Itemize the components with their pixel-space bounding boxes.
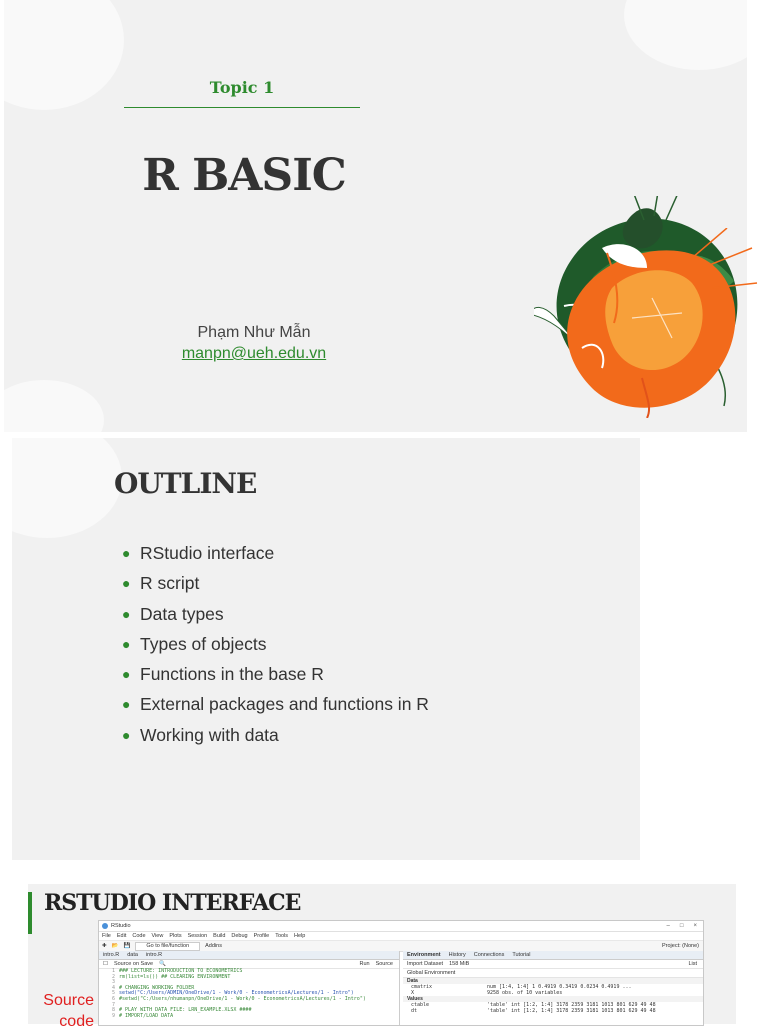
code-text: ### LECTURE: INTRODUCTION TO ECONOMETRICS <box>119 968 243 974</box>
menu-debug[interactable]: Debug <box>231 933 248 939</box>
code-text: #setwd("C:/Users/nhumanpn/OneDrive/1 - Work/0 - EconometricsA/Lectures/1 - Intro") <box>119 995 366 1002</box>
menu-file[interactable]: File <box>102 933 111 939</box>
menu-help[interactable]: Help <box>294 933 306 939</box>
menu-session[interactable]: Session <box>187 933 208 939</box>
code-text: setwd("C:/Users/ADMIN/OneDrive/1 - Work/0 - EconometricsA/Lectures/1 - Intro") <box>119 990 354 997</box>
env-object-value: num [1:4, 1:4] 1 0.4919 0.3419 0.0234 0.4919 ... <box>487 984 632 990</box>
tab-tutorial[interactable]: Tutorial <box>512 952 531 958</box>
outline-item-text: Types of objects <box>140 633 267 654</box>
line-number: 6 <box>111 995 115 1002</box>
line-number: 3 <box>111 979 115 986</box>
menu-tools[interactable]: Tools <box>275 933 289 939</box>
bullet-icon: ● <box>122 605 131 622</box>
menu-plots[interactable]: Plots <box>169 933 182 939</box>
env-toolbar <box>403 960 703 969</box>
env-scope-bar <box>403 969 703 978</box>
env-object-value: 9258 obs. of 10 variables <box>487 990 563 996</box>
env-object-value: 'table' int [1:2, 1:4] 3178 2359 3181 1013 801 629 49 48 <box>487 1008 656 1014</box>
slide-title: RSTUDIO INTERFACE <box>44 890 301 916</box>
list-view-menu[interactable]: List <box>688 961 697 967</box>
editor-tab[interactable]: intro.R <box>145 952 163 958</box>
env-object-value: 'table' int [1:2, 1:4] 3178 2359 3181 1013 801 629 49 48 <box>487 1002 656 1008</box>
outline-item <box>122 601 429 631</box>
code-line[interactable] <box>101 997 399 1003</box>
env-object-name: ctable <box>411 1002 430 1008</box>
outline-list <box>122 540 429 752</box>
author-name: Phạm Như Mẫn <box>197 324 311 341</box>
tab-history[interactable]: History <box>448 952 466 958</box>
menu-build[interactable]: Build <box>213 933 226 939</box>
menu-edit[interactable]: Edit <box>116 933 127 939</box>
outline-item-text: RStudio interface <box>140 543 275 563</box>
outline-item-text: Working with data <box>140 724 279 745</box>
source-code-callout <box>36 990 94 1032</box>
env-tabs <box>403 951 703 960</box>
window-title: RStudio <box>111 923 131 929</box>
tab-environment[interactable]: Environment <box>407 952 441 958</box>
env-data-list <box>403 984 703 996</box>
rstudio-titlebar <box>99 921 703 932</box>
env-object-name: X <box>411 990 415 996</box>
editor-tab[interactable]: intro.R <box>103 952 120 958</box>
code-text: # PLAY WITH DATA FILE: LRN_EXAMPLE.XLSX #### <box>119 1007 252 1014</box>
env-values-list <box>403 1002 703 1014</box>
env-section-values: Values <box>403 996 703 1002</box>
minimize-button[interactable]: – <box>666 923 670 929</box>
brush-splash <box>4 0 124 110</box>
code-text: # CHANGING WORKING FOLDER <box>119 984 195 991</box>
source-button[interactable]: Source <box>375 961 393 967</box>
bullet-icon: ● <box>122 575 131 592</box>
goto-file-input[interactable]: Go to file/function <box>135 942 200 951</box>
orange-foliage-illustration <box>552 228 762 418</box>
import-dataset-button[interactable]: Import Dataset <box>407 961 444 967</box>
environment-pane <box>403 951 703 1025</box>
env-object-row[interactable] <box>403 1008 703 1014</box>
close-button[interactable]: × <box>693 923 697 929</box>
source-on-save-checkbox[interactable]: ☐ <box>103 961 108 967</box>
outline-item-text: Data types <box>140 603 224 624</box>
addins-menu[interactable]: Addins <box>205 943 222 949</box>
source-editor-pane <box>99 951 400 1025</box>
accent-bar <box>28 892 32 934</box>
rstudio-screenshot <box>98 920 704 1026</box>
orange-shapes <box>567 228 757 418</box>
bullet-icon: ● <box>122 545 131 561</box>
topic-underline <box>124 107 360 108</box>
code-text: # IMPORT/LOAD DATA <box>119 1012 174 1019</box>
code-line[interactable] <box>101 1014 399 1020</box>
bullet-icon: ● <box>122 635 131 652</box>
rstudio-panes <box>99 951 703 1025</box>
callout-line: code <box>59 1013 94 1030</box>
line-number: 9 <box>111 1012 115 1019</box>
env-section-data: Data <box>403 978 703 984</box>
outline-item-text: External packages and functions in R <box>140 694 429 715</box>
new-file-icon[interactable]: ✚ <box>102 943 107 949</box>
editor-tabs <box>99 951 399 960</box>
run-button[interactable]: Run <box>359 961 370 967</box>
tab-connections[interactable]: Connections <box>473 952 505 958</box>
memory-usage: 158 MiB <box>449 961 470 967</box>
editor-tab[interactable]: data <box>127 952 138 958</box>
menu-view[interactable]: View <box>151 933 164 939</box>
window-controls <box>667 923 703 929</box>
search-icon[interactable]: 🔍 <box>159 961 166 967</box>
open-file-icon[interactable]: 📂 <box>111 943 119 949</box>
env-object-name: cmatrix <box>411 984 433 990</box>
slide-title: R BASIC <box>142 150 346 201</box>
outline-title: OUTLINE <box>114 467 257 500</box>
project-menu[interactable]: Project: (None) <box>662 943 699 949</box>
line-number: 8 <box>111 1007 115 1014</box>
outline-item <box>122 661 429 691</box>
line-number: 7 <box>111 1001 115 1008</box>
bullet-icon: ● <box>122 726 131 743</box>
outline-item <box>122 691 429 721</box>
line-number: 1 <box>111 968 115 974</box>
menu-code[interactable]: Code <box>132 933 146 939</box>
save-icon[interactable]: 💾 <box>123 943 131 949</box>
rstudio-menubar <box>99 932 703 941</box>
outline-item <box>122 722 429 752</box>
bullet-icon: ● <box>122 666 131 683</box>
bullet-icon: ● <box>122 696 131 713</box>
brush-splash <box>12 438 122 538</box>
author-email-link[interactable]: manpn@ueh.edu.vn <box>181 345 327 362</box>
menu-profile[interactable]: Profile <box>253 933 270 939</box>
outline-item-text: R script <box>140 573 200 594</box>
env-scope-select[interactable]: Global Environment <box>407 970 456 976</box>
maximize-button[interactable]: □ <box>679 923 684 929</box>
code-lines[interactable] <box>99 969 399 1019</box>
line-number: 5 <box>111 990 115 997</box>
outline-item <box>122 631 429 661</box>
callout-line: Source <box>43 992 94 1009</box>
outline-item <box>122 570 429 600</box>
outline-slide <box>12 438 640 860</box>
line-number: 2 <box>111 973 115 980</box>
brush-splash <box>624 0 747 70</box>
outline-item <box>122 540 429 570</box>
outline-item-text: Functions in the base R <box>140 664 324 685</box>
code-text: rm(list=ls()) ## CLEARING ENVIRONMENT <box>119 973 231 980</box>
topic-label: Topic 1 <box>209 78 275 97</box>
brush-splash <box>4 380 104 432</box>
line-number: 4 <box>111 984 115 991</box>
rstudio-logo-icon <box>102 923 108 929</box>
source-on-save-label: Source on Save <box>113 961 154 967</box>
env-object-name: dt <box>411 1008 418 1014</box>
